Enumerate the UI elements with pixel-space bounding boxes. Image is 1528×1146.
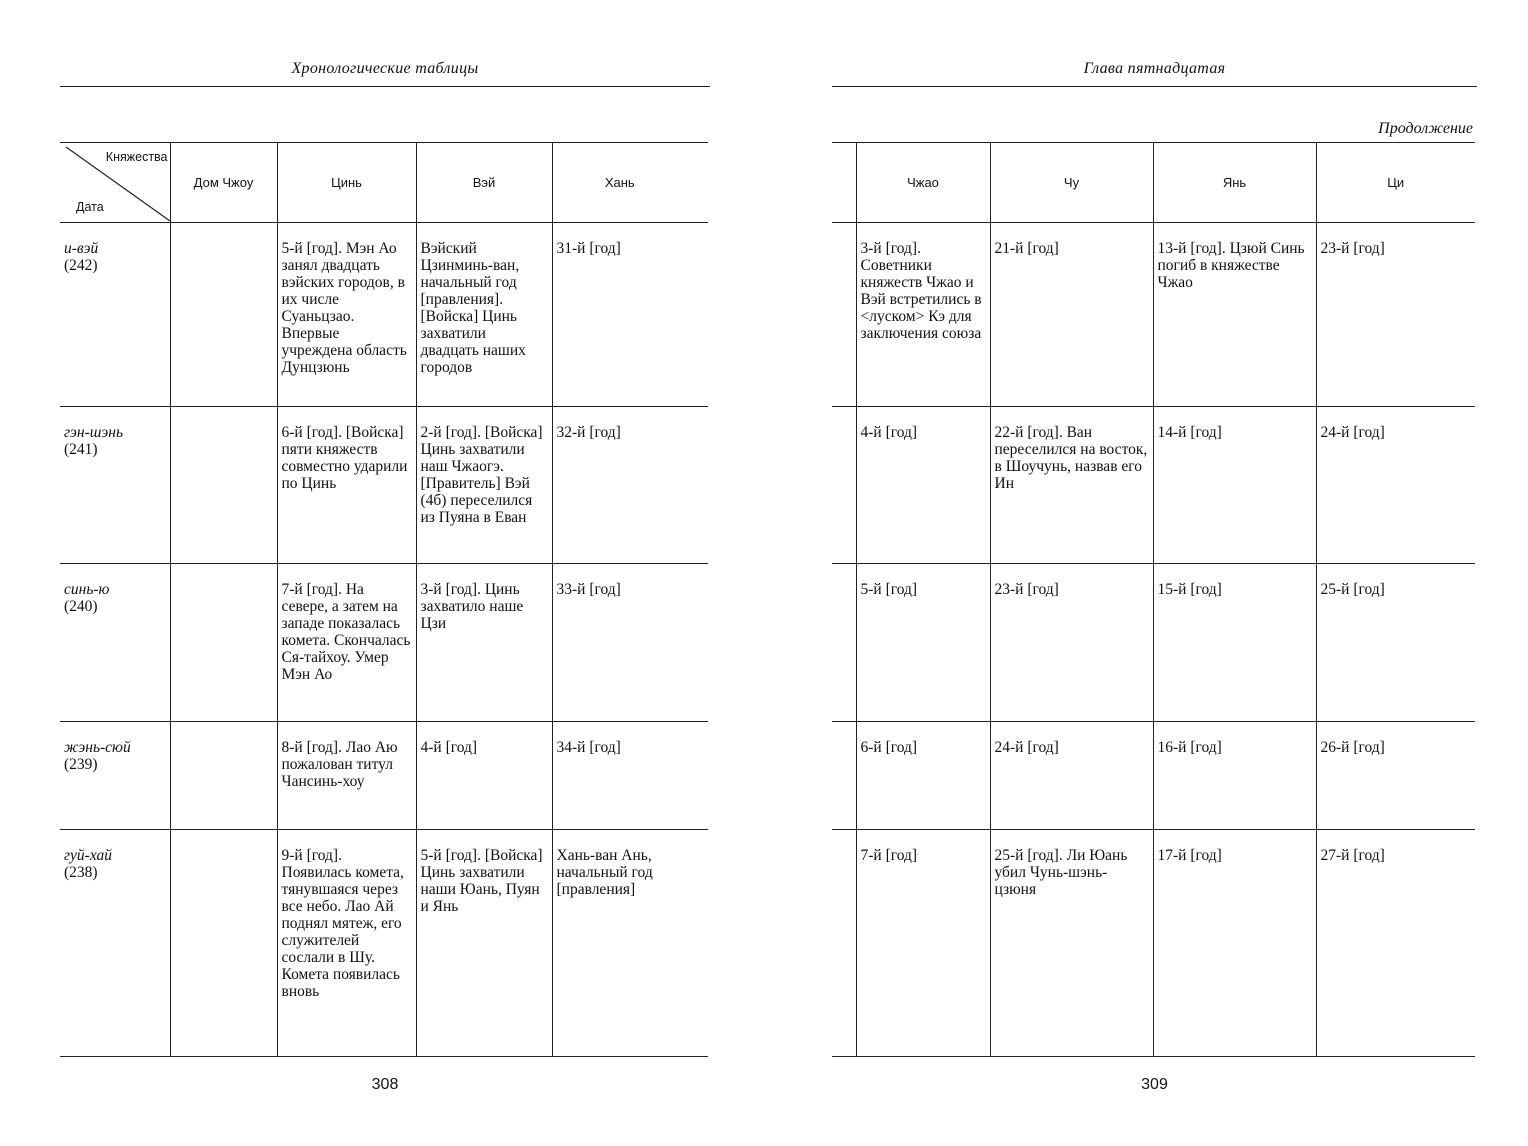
margin-cell (687, 407, 708, 564)
table-cell: 4-й [год] (856, 407, 990, 564)
table-cell: 6-й [год] (856, 722, 990, 830)
table-cell: 25-й [год]. Ли Юань убил Чунь-шэнь-цзюня (990, 830, 1153, 1057)
date-cyclic-name: синь-ю (64, 581, 110, 598)
date-cyclic-name: жэнь-сюй (64, 739, 131, 756)
column-header: Цинь (277, 143, 416, 223)
date-cell (60, 407, 170, 564)
running-head-right: Глава пятнадцатая (1083, 60, 1226, 77)
table-cell: 26-й [год] (1316, 722, 1475, 830)
margin-cell (832, 564, 856, 722)
margin-header (832, 143, 856, 223)
column-header: Хань (552, 143, 687, 223)
date-cell (60, 830, 170, 1057)
table-row (60, 564, 708, 722)
table-cell: 23-й [год] (990, 564, 1153, 722)
right-page (832, 0, 1477, 1146)
table-cell: 22-й [год]. Ван переселился на восток, в Шоучунь, назвав его Ин (990, 407, 1153, 564)
table-cell: 3-й [год]. Советники княжеств Чжао и Вэй встретились в <луском> Кэ для заключения союза (856, 223, 990, 407)
date-cyclic-name: гуй-хай (64, 847, 113, 864)
table-row (832, 407, 1475, 564)
date-cyclic-name: и-вэй (64, 240, 99, 257)
table-cell: 15-й [год] (1153, 564, 1316, 722)
corner-header-top: Княжества (105, 150, 168, 164)
head-rule-left (60, 86, 710, 87)
date-cyclic-name: гэн-шэнь (64, 424, 124, 441)
margin-cell (832, 407, 856, 564)
table-cell (170, 564, 277, 722)
table-cell: 4-й [год] (416, 722, 552, 830)
table-cell: 6-й [год]. [Войска] пяти княжеств совместно ударили по Цинь (277, 407, 416, 564)
column-header: Дом Чжоу (170, 143, 277, 223)
margin-cell (832, 722, 856, 830)
table-cell: 25-й [год] (1316, 564, 1475, 722)
table-row (832, 223, 1475, 407)
table-cell: 8-й [год]. Лао Аю пожалован титул Чансинь-хоу (277, 722, 416, 830)
margin-cell (687, 223, 708, 407)
margin-cell (832, 223, 856, 407)
table-cell: 17-й [год] (1153, 830, 1316, 1057)
margin-cell (687, 564, 708, 722)
table-cell: 21-й [год] (990, 223, 1153, 407)
date-year: (239) (64, 756, 98, 773)
table-cell: 33-й [год] (552, 564, 687, 722)
table-header-row (832, 143, 1475, 223)
table-row (60, 830, 708, 1057)
margin-cell (832, 830, 856, 1057)
left-page (60, 0, 710, 1146)
page-number-left: 308 (371, 1076, 399, 1093)
continuation-label: Продолжение (1378, 120, 1473, 137)
table-cell: 5-й [год]. [Войска] Цинь захватили наши Юань, Пуян и Янь (416, 830, 552, 1057)
date-year: (242) (64, 257, 98, 274)
page-number-right: 309 (1141, 1076, 1168, 1093)
table-row (832, 722, 1475, 830)
date-cell (60, 722, 170, 830)
date-year: (241) (64, 441, 98, 458)
table-cell: 7-й [год] (856, 830, 990, 1057)
table-cell: Хань-ван Ань, начальный год [правления] (552, 830, 687, 1057)
date-cell (60, 564, 170, 722)
date-cell (60, 223, 170, 407)
corner-header-cell (60, 143, 170, 223)
chronology-table-right (832, 142, 1475, 1057)
table-cell: 34-й [год] (552, 722, 687, 830)
table-cell: 24-й [год] (1316, 407, 1475, 564)
table-cell: 3-й [год]. Цинь захватило наше Цзи (416, 564, 552, 722)
table-cell: 5-й [год]. Мэн Ао занял двадцать вэйских городов, в их числе Суаньцзао. Впервые учреждена область Дунцзюнь (277, 223, 416, 407)
table-row (60, 407, 708, 564)
table-cell (170, 830, 277, 1057)
table-cell: 9-й [год]. Появилась комета, тянувшаяся через все небо. Лао Ай поднял мятеж, его служителей сослали в Шу. Комета появилась вновь (277, 830, 416, 1057)
table-cell: Вэйский Цзинминь-ван, начальный год [правления]. [Войска] Цинь захватили двадцать наших городов (416, 223, 552, 407)
table-cell: 27-й [год] (1316, 830, 1475, 1057)
corner-header-bottom: Дата (76, 200, 104, 214)
column-header: Ци (1316, 143, 1475, 223)
table-cell: 16-й [год] (1153, 722, 1316, 830)
table-cell: 14-й [год] (1153, 407, 1316, 564)
table-cell: 7-й [год]. На севере, а затем на западе показалась комета. Скончалась Ся-тайхоу. Умер Мэн Ао (277, 564, 416, 722)
chronology-table-left (60, 142, 708, 1057)
date-year: (238) (64, 864, 98, 881)
margin-cell (687, 830, 708, 1057)
head-rule-right (832, 86, 1477, 87)
table-cell: 23-й [год] (1316, 223, 1475, 407)
column-header: Янь (1153, 143, 1316, 223)
date-year: (240) (64, 598, 98, 615)
table-cell: 24-й [год] (990, 722, 1153, 830)
table-row (60, 223, 708, 407)
table-cell: 32-й [год] (552, 407, 687, 564)
table-cell (170, 407, 277, 564)
margin-cell (687, 722, 708, 830)
running-head-left: Хронологические таблицы (291, 60, 479, 77)
margin-header (687, 143, 708, 223)
column-header: Вэй (416, 143, 552, 223)
table-cell: 2-й [год]. [Войска] Цинь захватили наш Чжаогэ. [Правитель] Вэй (4б) переселился из Пуяна в Еван (416, 407, 552, 564)
table-cell (170, 223, 277, 407)
table-row (832, 830, 1475, 1057)
table-row (832, 564, 1475, 722)
table-cell: 13-й [год]. Цзюй Синь погиб в княжестве Чжао (1153, 223, 1316, 407)
table-cell: 31-й [год] (552, 223, 687, 407)
column-header: Чу (990, 143, 1153, 223)
column-header: Чжао (856, 143, 990, 223)
table-cell: 5-й [год] (856, 564, 990, 722)
table-header-row (60, 143, 708, 223)
table-row (60, 722, 708, 830)
table-cell (170, 722, 277, 830)
